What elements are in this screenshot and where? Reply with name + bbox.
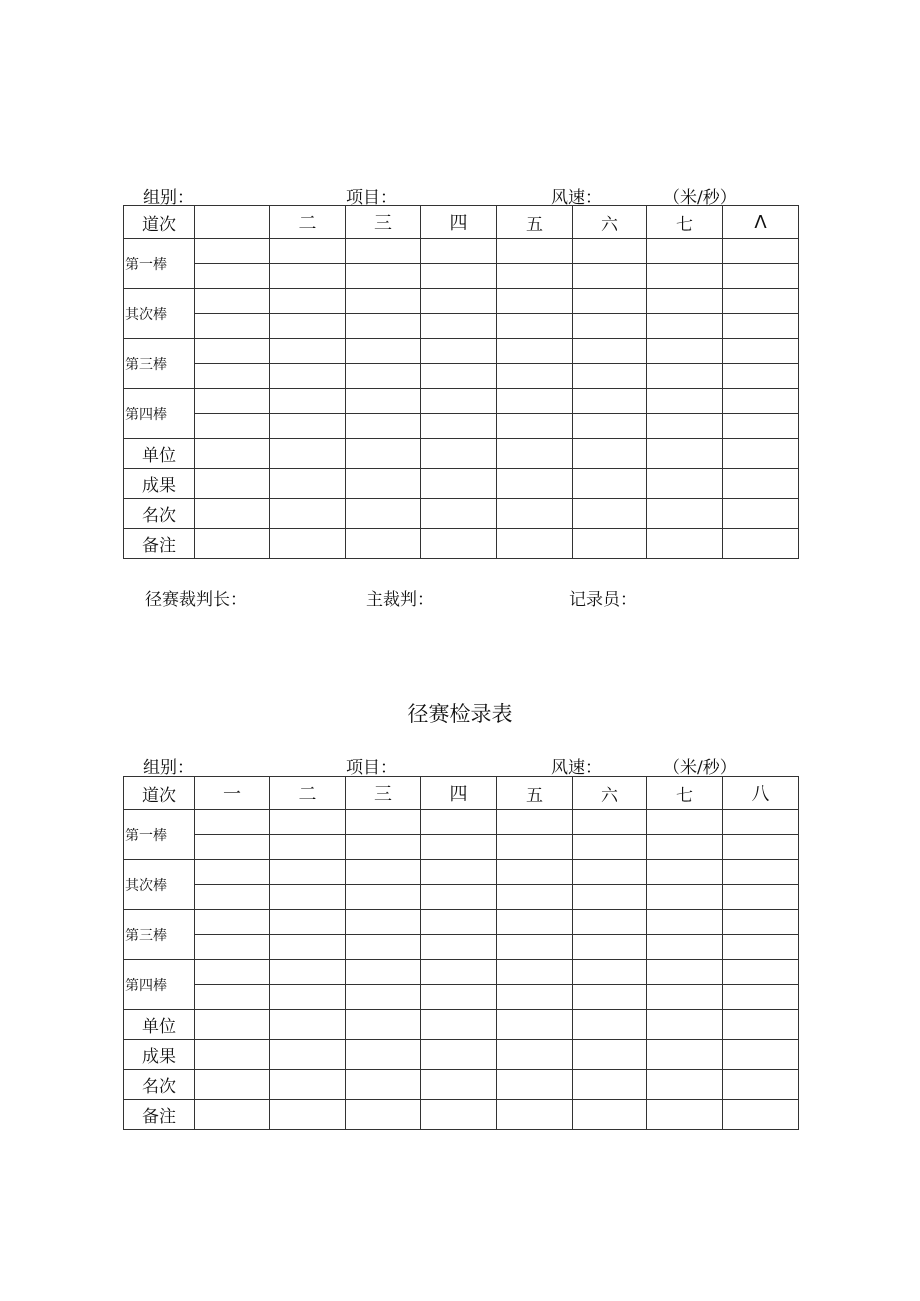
cell[interactable] <box>647 1070 723 1100</box>
cell[interactable] <box>723 960 799 985</box>
info-row <box>124 529 799 559</box>
wind-unit: （米/秒） <box>663 188 737 208</box>
cell[interactable] <box>573 935 647 960</box>
cell[interactable] <box>497 499 573 529</box>
cell[interactable] <box>270 1100 346 1130</box>
group-label: 组别： <box>143 758 194 778</box>
recorder-label: 记录员： <box>569 590 637 610</box>
leg-row <box>124 339 799 364</box>
cell[interactable] <box>195 289 270 314</box>
cell[interactable] <box>195 935 270 960</box>
group-label: 组别： <box>143 188 194 208</box>
wind-label: 风速： <box>551 188 602 208</box>
cell[interactable] <box>647 439 723 469</box>
leg-row <box>124 935 799 960</box>
cell[interactable] <box>573 860 647 885</box>
cell[interactable] <box>270 1010 346 1040</box>
cell[interactable] <box>346 885 421 910</box>
cell[interactable] <box>270 835 346 860</box>
cell[interactable] <box>497 389 573 414</box>
lane-5-header: 五 <box>497 206 573 239</box>
cell[interactable] <box>573 985 647 1010</box>
cell[interactable] <box>195 239 270 264</box>
cell[interactable] <box>497 935 573 960</box>
cell[interactable] <box>723 860 799 885</box>
row-label: 名次 <box>124 1070 195 1100</box>
cell[interactable] <box>497 314 573 339</box>
info-row <box>124 499 799 529</box>
cell[interactable] <box>270 1040 346 1070</box>
cell[interactable] <box>573 1010 647 1040</box>
cell[interactable] <box>497 1070 573 1100</box>
cell[interactable] <box>497 414 573 439</box>
cell[interactable] <box>421 239 497 264</box>
cell[interactable] <box>647 264 723 289</box>
sheet1-table <box>123 205 799 559</box>
lane-8-header: 八 <box>723 777 799 810</box>
cell[interactable] <box>346 439 421 469</box>
cell[interactable] <box>195 264 270 289</box>
row-label: 成果 <box>124 469 195 499</box>
cell[interactable] <box>421 469 497 499</box>
cell[interactable] <box>346 985 421 1010</box>
cell[interactable] <box>497 810 573 835</box>
cell[interactable] <box>497 239 573 264</box>
lane-header: 道次 <box>124 206 195 239</box>
cell[interactable] <box>497 960 573 985</box>
cell[interactable] <box>421 339 497 364</box>
info-row <box>124 469 799 499</box>
cell[interactable] <box>647 314 723 339</box>
cell[interactable] <box>195 835 270 860</box>
cell[interactable] <box>723 885 799 910</box>
wind-label: 风速： <box>551 758 602 778</box>
cell[interactable] <box>497 835 573 860</box>
sheet2-table <box>123 776 799 1130</box>
leg-label: 第四棒 <box>124 960 195 1010</box>
cell[interactable] <box>195 389 270 414</box>
cell[interactable] <box>497 860 573 885</box>
cell[interactable] <box>270 264 346 289</box>
cell[interactable] <box>573 885 647 910</box>
cell[interactable] <box>421 439 497 469</box>
lane-8-header: Λ <box>723 206 799 239</box>
cell[interactable] <box>346 860 421 885</box>
cell[interactable] <box>270 469 346 499</box>
cell[interactable] <box>723 835 799 860</box>
cell[interactable] <box>723 264 799 289</box>
cell[interactable] <box>497 289 573 314</box>
cell[interactable] <box>270 289 346 314</box>
chief-referee-label: 径赛裁判长： <box>145 590 247 610</box>
page-title: 径赛检录表 <box>407 702 513 726</box>
cell[interactable] <box>270 339 346 364</box>
cell[interactable] <box>346 314 421 339</box>
cell[interactable] <box>647 389 723 414</box>
lane-1-header <box>195 206 270 239</box>
cell[interactable] <box>723 339 799 364</box>
cell[interactable] <box>573 239 647 264</box>
cell[interactable] <box>346 499 421 529</box>
cell[interactable] <box>270 860 346 885</box>
leg-row <box>124 389 799 414</box>
cell[interactable] <box>346 469 421 499</box>
cell[interactable] <box>497 885 573 910</box>
cell[interactable] <box>647 499 723 529</box>
info-row <box>124 1040 799 1070</box>
cell[interactable] <box>573 1070 647 1100</box>
lane-3-header: 三 <box>346 777 421 810</box>
cell[interactable] <box>195 1100 270 1130</box>
cell[interactable] <box>421 389 497 414</box>
leg-row <box>124 860 799 885</box>
cell[interactable] <box>723 469 799 499</box>
event-label: 项目： <box>346 188 397 208</box>
cell[interactable] <box>346 910 421 935</box>
cell[interactable] <box>647 810 723 835</box>
cell[interactable] <box>647 985 723 1010</box>
info-row <box>124 1070 799 1100</box>
cell[interactable] <box>195 439 270 469</box>
cell[interactable] <box>270 499 346 529</box>
lane-header: 道次 <box>124 777 195 810</box>
row-label: 单位 <box>124 1010 195 1040</box>
cell[interactable] <box>497 469 573 499</box>
cell[interactable] <box>723 910 799 935</box>
lane-7-header: 七 <box>647 777 723 810</box>
cell[interactable] <box>723 499 799 529</box>
cell[interactable] <box>346 414 421 439</box>
signature-line <box>123 585 798 609</box>
cell[interactable] <box>573 364 647 389</box>
cell[interactable] <box>573 414 647 439</box>
cell[interactable] <box>573 314 647 339</box>
leg-row <box>124 364 799 389</box>
cell[interactable] <box>723 239 799 264</box>
cell[interactable] <box>270 314 346 339</box>
cell[interactable] <box>421 529 497 559</box>
cell[interactable] <box>421 985 497 1010</box>
cell[interactable] <box>346 935 421 960</box>
cell[interactable] <box>723 1010 799 1040</box>
leg-row <box>124 239 799 264</box>
cell[interactable] <box>346 1010 421 1040</box>
lane-4-header: 四 <box>421 206 497 239</box>
cell[interactable] <box>723 289 799 314</box>
cell[interactable] <box>497 364 573 389</box>
cell[interactable] <box>497 1010 573 1040</box>
cell[interactable] <box>346 1040 421 1070</box>
cell[interactable] <box>346 529 421 559</box>
leg-label: 其次棒 <box>124 289 195 339</box>
leg-row <box>124 985 799 1010</box>
leg-label: 其次棒 <box>124 860 195 910</box>
cell[interactable] <box>573 339 647 364</box>
cell[interactable] <box>497 985 573 1010</box>
row-label: 备注 <box>124 529 195 559</box>
cell[interactable] <box>723 810 799 835</box>
cell[interactable] <box>195 985 270 1010</box>
lane-7-header: 七 <box>647 206 723 239</box>
cell[interactable] <box>270 529 346 559</box>
cell[interactable] <box>723 364 799 389</box>
cell[interactable] <box>647 414 723 439</box>
lane-4-header: 四 <box>421 777 497 810</box>
cell[interactable] <box>497 910 573 935</box>
cell[interactable] <box>723 935 799 960</box>
cell[interactable] <box>346 835 421 860</box>
info-row <box>124 1100 799 1130</box>
cell[interactable] <box>723 985 799 1010</box>
cell[interactable] <box>723 414 799 439</box>
row-label: 成果 <box>124 1040 195 1070</box>
lane-1-header: 一 <box>195 777 270 810</box>
leg-label: 第四棒 <box>124 389 195 439</box>
leg-row <box>124 264 799 289</box>
leg-label: 第三棒 <box>124 339 195 389</box>
lane-header-row <box>124 777 799 810</box>
cell[interactable] <box>497 1040 573 1070</box>
cell[interactable] <box>346 389 421 414</box>
cell[interactable] <box>723 314 799 339</box>
cell[interactable] <box>723 529 799 559</box>
cell[interactable] <box>421 499 497 529</box>
lane-5-header: 五 <box>497 777 573 810</box>
leg-row <box>124 910 799 935</box>
leg-row <box>124 835 799 860</box>
leg-row <box>124 314 799 339</box>
cell[interactable] <box>421 885 497 910</box>
cell[interactable] <box>421 314 497 339</box>
sheet1-header <box>123 183 798 207</box>
cell[interactable] <box>346 810 421 835</box>
cell[interactable] <box>647 529 723 559</box>
cell[interactable] <box>270 1070 346 1100</box>
cell[interactable] <box>346 289 421 314</box>
cell[interactable] <box>421 364 497 389</box>
cell[interactable] <box>573 1040 647 1070</box>
cell[interactable] <box>195 810 270 835</box>
cell[interactable] <box>723 1070 799 1100</box>
info-row <box>124 439 799 469</box>
cell[interactable] <box>270 810 346 835</box>
cell[interactable] <box>195 414 270 439</box>
cell[interactable] <box>573 835 647 860</box>
cell[interactable] <box>346 364 421 389</box>
cell[interactable] <box>270 239 346 264</box>
cell[interactable] <box>723 1040 799 1070</box>
leg-row <box>124 960 799 985</box>
cell[interactable] <box>421 1010 497 1040</box>
cell[interactable] <box>421 935 497 960</box>
lane-6-header: 六 <box>573 777 647 810</box>
cell[interactable] <box>723 1100 799 1130</box>
cell[interactable] <box>497 264 573 289</box>
leg-label: 第一棒 <box>124 239 195 289</box>
cell[interactable] <box>270 910 346 935</box>
cell[interactable] <box>647 339 723 364</box>
leg-row <box>124 414 799 439</box>
cell[interactable] <box>346 1070 421 1100</box>
row-label: 单位 <box>124 439 195 469</box>
cell[interactable] <box>573 810 647 835</box>
row-label: 备注 <box>124 1100 195 1130</box>
cell[interactable] <box>270 389 346 414</box>
cell[interactable] <box>573 389 647 414</box>
cell[interactable] <box>421 1070 497 1100</box>
cell[interactable] <box>647 1040 723 1070</box>
cell[interactable] <box>195 314 270 339</box>
cell[interactable] <box>647 469 723 499</box>
leg-label: 第一棒 <box>124 810 195 860</box>
lane-6-header: 六 <box>573 206 647 239</box>
event-label: 项目： <box>346 758 397 778</box>
cell[interactable] <box>647 1010 723 1040</box>
cell[interactable] <box>195 339 270 364</box>
cell[interactable] <box>573 529 647 559</box>
cell[interactable] <box>421 910 497 935</box>
cell[interactable] <box>647 860 723 885</box>
sheet2-header <box>123 753 798 777</box>
cell[interactable] <box>346 1100 421 1130</box>
cell[interactable] <box>195 860 270 885</box>
cell[interactable] <box>421 810 497 835</box>
cell[interactable] <box>573 910 647 935</box>
cell[interactable] <box>497 529 573 559</box>
cell[interactable] <box>497 439 573 469</box>
cell[interactable] <box>421 1100 497 1130</box>
leg-label: 第三棒 <box>124 910 195 960</box>
cell[interactable] <box>647 1100 723 1130</box>
cell[interactable] <box>421 1040 497 1070</box>
cell[interactable] <box>270 414 346 439</box>
wind-unit: （米/秒） <box>663 758 737 778</box>
cell[interactable] <box>647 835 723 860</box>
cell[interactable] <box>497 339 573 364</box>
cell[interactable] <box>421 835 497 860</box>
cell[interactable] <box>195 960 270 985</box>
cell[interactable] <box>195 469 270 499</box>
leg-row <box>124 885 799 910</box>
cell[interactable] <box>573 960 647 985</box>
cell[interactable] <box>647 960 723 985</box>
cell[interactable] <box>346 264 421 289</box>
cell[interactable] <box>270 960 346 985</box>
cell[interactable] <box>573 264 647 289</box>
cell[interactable] <box>723 389 799 414</box>
cell[interactable] <box>421 289 497 314</box>
cell[interactable] <box>421 264 497 289</box>
cell[interactable] <box>346 239 421 264</box>
lane-2-header: 二 <box>270 206 346 239</box>
cell[interactable] <box>647 910 723 935</box>
row-label: 名次 <box>124 499 195 529</box>
cell[interactable] <box>270 364 346 389</box>
cell[interactable] <box>647 885 723 910</box>
cell[interactable] <box>270 985 346 1010</box>
cell[interactable] <box>497 1100 573 1130</box>
main-referee-label: 主裁判： <box>366 590 434 610</box>
cell[interactable] <box>723 439 799 469</box>
cell[interactable] <box>195 910 270 935</box>
cell[interactable] <box>346 960 421 985</box>
lane-2-header: 二 <box>270 777 346 810</box>
cell[interactable] <box>195 1040 270 1070</box>
cell[interactable] <box>195 499 270 529</box>
cell[interactable] <box>195 1070 270 1100</box>
cell[interactable] <box>195 1010 270 1040</box>
leg-row <box>124 289 799 314</box>
cell[interactable] <box>573 499 647 529</box>
cell[interactable] <box>573 289 647 314</box>
cell[interactable] <box>270 439 346 469</box>
cell[interactable] <box>195 529 270 559</box>
cell[interactable] <box>195 364 270 389</box>
cell[interactable] <box>421 414 497 439</box>
cell[interactable] <box>421 960 497 985</box>
cell[interactable] <box>573 1100 647 1130</box>
cell[interactable] <box>270 885 346 910</box>
cell[interactable] <box>647 239 723 264</box>
lane-header-row <box>124 206 799 239</box>
cell[interactable] <box>195 885 270 910</box>
cell[interactable] <box>573 469 647 499</box>
cell[interactable] <box>647 364 723 389</box>
cell[interactable] <box>647 289 723 314</box>
cell[interactable] <box>421 860 497 885</box>
cell[interactable] <box>647 935 723 960</box>
cell[interactable] <box>573 439 647 469</box>
leg-row <box>124 810 799 835</box>
cell[interactable] <box>346 339 421 364</box>
cell[interactable] <box>270 935 346 960</box>
lane-3-header: 三 <box>346 206 421 239</box>
info-row <box>124 1010 799 1040</box>
